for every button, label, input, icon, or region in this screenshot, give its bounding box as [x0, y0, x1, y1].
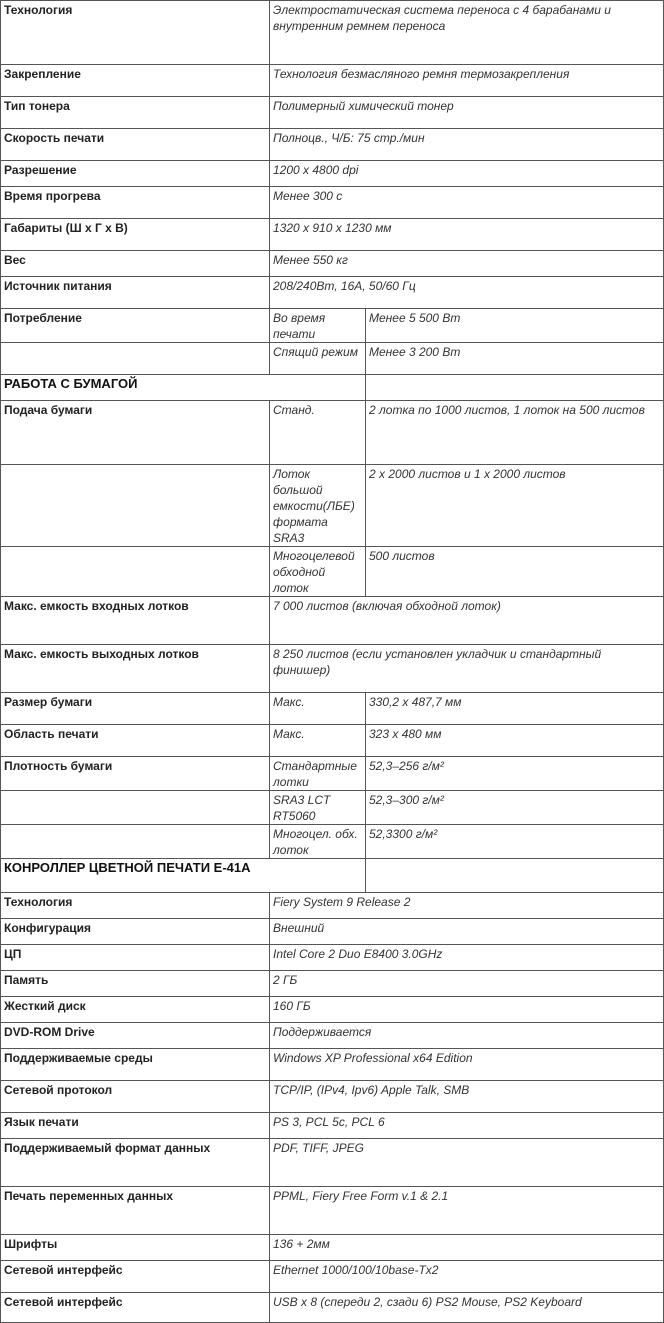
spec-value: 8 250 листов (если установлен укладчик и стандартный финишер) — [270, 645, 664, 693]
section-row — [1, 375, 664, 401]
table-row — [1, 187, 664, 219]
spec-subcondition: SRA3 LCT RT5060 — [270, 791, 366, 825]
spec-value: 7 000 листов (включая обходной лоток) — [270, 597, 664, 645]
spec-value: Fiery System 9 Release 2 — [270, 893, 664, 919]
section-heading: РАБОТА С БУМАГОЙ — [1, 375, 366, 401]
spec-label — [1, 825, 270, 859]
spec-value: Менее 5 500 Вт — [366, 309, 664, 343]
spec-value: 136 + 2мм — [270, 1235, 664, 1261]
table-row — [1, 277, 664, 309]
spec-label — [1, 465, 270, 547]
spec-label: Поддерживаемые среды — [1, 1049, 270, 1081]
spec-label: Конфигурация — [1, 919, 270, 945]
table-row — [1, 893, 664, 919]
spec-subcondition: Лоток большой емкости(ЛБЕ) формата SRA3 — [270, 465, 366, 547]
table-row — [1, 401, 664, 465]
spec-label — [1, 343, 270, 375]
table-row — [1, 945, 664, 971]
spec-subcondition: Многоцел. обх. лоток — [270, 825, 366, 859]
spec-label: Шрифты — [1, 1235, 270, 1261]
spec-label — [1, 791, 270, 825]
spec-value: Менее 3 200 Вт — [366, 343, 664, 375]
table-row — [1, 547, 664, 597]
spec-label: Потребление — [1, 309, 270, 343]
spec-label: Габариты (Ш х Г х В) — [1, 219, 270, 251]
section-heading: КОНРОЛЛЕР ЦВЕТНОЙ ПЕЧАТИ E-41A — [1, 859, 366, 893]
table-row — [1, 1261, 664, 1293]
spec-label: Память — [1, 971, 270, 997]
spec-label: Сетевой интерфейс — [1, 1293, 270, 1323]
spec-subcondition: Во время печати — [270, 309, 366, 343]
spec-label: ЦП — [1, 945, 270, 971]
table-row — [1, 597, 664, 645]
spec-value: 1320 x 910 x 1230 мм — [270, 219, 664, 251]
spec-label: Поддерживаемый формат данных — [1, 1139, 270, 1187]
table-row — [1, 251, 664, 277]
table-row — [1, 1, 664, 65]
section-empty-cell — [366, 375, 664, 401]
spec-label: Плотность бумаги — [1, 757, 270, 791]
spec-value: PPML, Fiery Free Form v.1 & 2.1 — [270, 1187, 664, 1235]
spec-value: Внешний — [270, 919, 664, 945]
section-empty-cell — [366, 859, 664, 893]
spec-label: Область печати — [1, 725, 270, 757]
spec-value: Менее 300 с — [270, 187, 664, 219]
spec-value: 160 ГБ — [270, 997, 664, 1023]
table-row — [1, 825, 664, 859]
spec-label: Размер бумаги — [1, 693, 270, 725]
spec-subcondition: Макс. — [270, 693, 366, 725]
spec-value: 330,2 x 487,7 мм — [366, 693, 664, 725]
spec-label: Жесткий диск — [1, 997, 270, 1023]
table-row — [1, 465, 664, 547]
spec-label — [1, 547, 270, 597]
table-row — [1, 725, 664, 757]
table-row — [1, 645, 664, 693]
spec-value: 52,3300 г/м² — [366, 825, 664, 859]
spec-label: Сетевой протокол — [1, 1081, 270, 1113]
spec-subcondition: Макс. — [270, 725, 366, 757]
spec-subcondition: Стандартные лотки — [270, 757, 366, 791]
table-row — [1, 309, 664, 343]
table-row — [1, 1081, 664, 1113]
spec-label: Скорость печати — [1, 129, 270, 161]
table-row — [1, 129, 664, 161]
table-row — [1, 1235, 664, 1261]
spec-value: TCP/IP, (IPv4, Ipv6) Apple Talk, SMB — [270, 1081, 664, 1113]
spec-value: 500 листов — [366, 547, 664, 597]
spec-value: 1200 x 4800 dpi — [270, 161, 664, 187]
spec-value: USB x 8 (спереди 2, сзади 6) PS2 Mouse, PS2 Keyboard — [270, 1293, 664, 1323]
table-row — [1, 219, 664, 251]
table-row — [1, 97, 664, 129]
table-row — [1, 997, 664, 1023]
table-row — [1, 161, 664, 187]
spec-label: Источник питания — [1, 277, 270, 309]
table-row — [1, 1187, 664, 1235]
spec-label: Подача бумаги — [1, 401, 270, 465]
spec-label: Время прогрева — [1, 187, 270, 219]
spec-value: Intel Core 2 Duo E8400 3.0GHz — [270, 945, 664, 971]
table-row — [1, 791, 664, 825]
spec-label: Печать переменных данных — [1, 1187, 270, 1235]
spec-label: DVD-ROM Drive — [1, 1023, 270, 1049]
spec-label: Язык печати — [1, 1113, 270, 1139]
spec-value: 2 ГБ — [270, 971, 664, 997]
spec-value: PS 3, PCL 5c, PCL 6 — [270, 1113, 664, 1139]
spec-subcondition: Многоцелевой обходной лоток — [270, 547, 366, 597]
table-row — [1, 693, 664, 725]
spec-label: Вес — [1, 251, 270, 277]
spec-subcondition: Спящий режим — [270, 343, 366, 375]
spec-value: Windows XP Professional x64 Edition — [270, 1049, 664, 1081]
table-row — [1, 1139, 664, 1187]
spec-value: Полноцв., Ч/Б: 75 стр./мин — [270, 129, 664, 161]
table-row — [1, 1023, 664, 1049]
spec-label: Макс. емкость выходных лотков — [1, 645, 270, 693]
spec-label: Сетевой интерфейс — [1, 1261, 270, 1293]
spec-label: Технология — [1, 893, 270, 919]
table-row — [1, 971, 664, 997]
spec-value: Ethernet 1000/100/10base-Tx2 — [270, 1261, 664, 1293]
table-row — [1, 343, 664, 375]
spec-label: Тип тонера — [1, 97, 270, 129]
table-row — [1, 757, 664, 791]
spec-value: Полимерный химический тонер — [270, 97, 664, 129]
spec-label: Технология — [1, 1, 270, 65]
section-row — [1, 859, 664, 893]
table-row — [1, 65, 664, 97]
spec-label: Макс. емкость входных лотков — [1, 597, 270, 645]
spec-label: Разрешение — [1, 161, 270, 187]
table-row — [1, 1113, 664, 1139]
table-row — [1, 919, 664, 945]
spec-subcondition: Станд. — [270, 401, 366, 465]
spec-value: Технология безмасляного ремня термозакрепления — [270, 65, 664, 97]
spec-value: PDF, TIFF, JPEG — [270, 1139, 664, 1187]
spec-value: 323 x 480 мм — [366, 725, 664, 757]
spec-value: Поддерживается — [270, 1023, 664, 1049]
spec-value: 52,3–256 г/м² — [366, 757, 664, 791]
spec-value: Электростатическая система переноса с 4 барабанами и внутренним ремнем переноса — [270, 1, 664, 65]
spec-value: 2 лотка по 1000 листов, 1 лоток на 500 листов — [366, 401, 664, 465]
spec-value: 208/240Вт, 16A, 50/60 Гц — [270, 277, 664, 309]
spec-value: Менее 550 кг — [270, 251, 664, 277]
table-row — [1, 1049, 664, 1081]
spec-label: Закрепление — [1, 65, 270, 97]
table-row — [1, 1293, 664, 1323]
spec-value: 2 x 2000 листов и 1 x 2000 листов — [366, 465, 664, 547]
spec-value: 52,3–300 г/м² — [366, 791, 664, 825]
